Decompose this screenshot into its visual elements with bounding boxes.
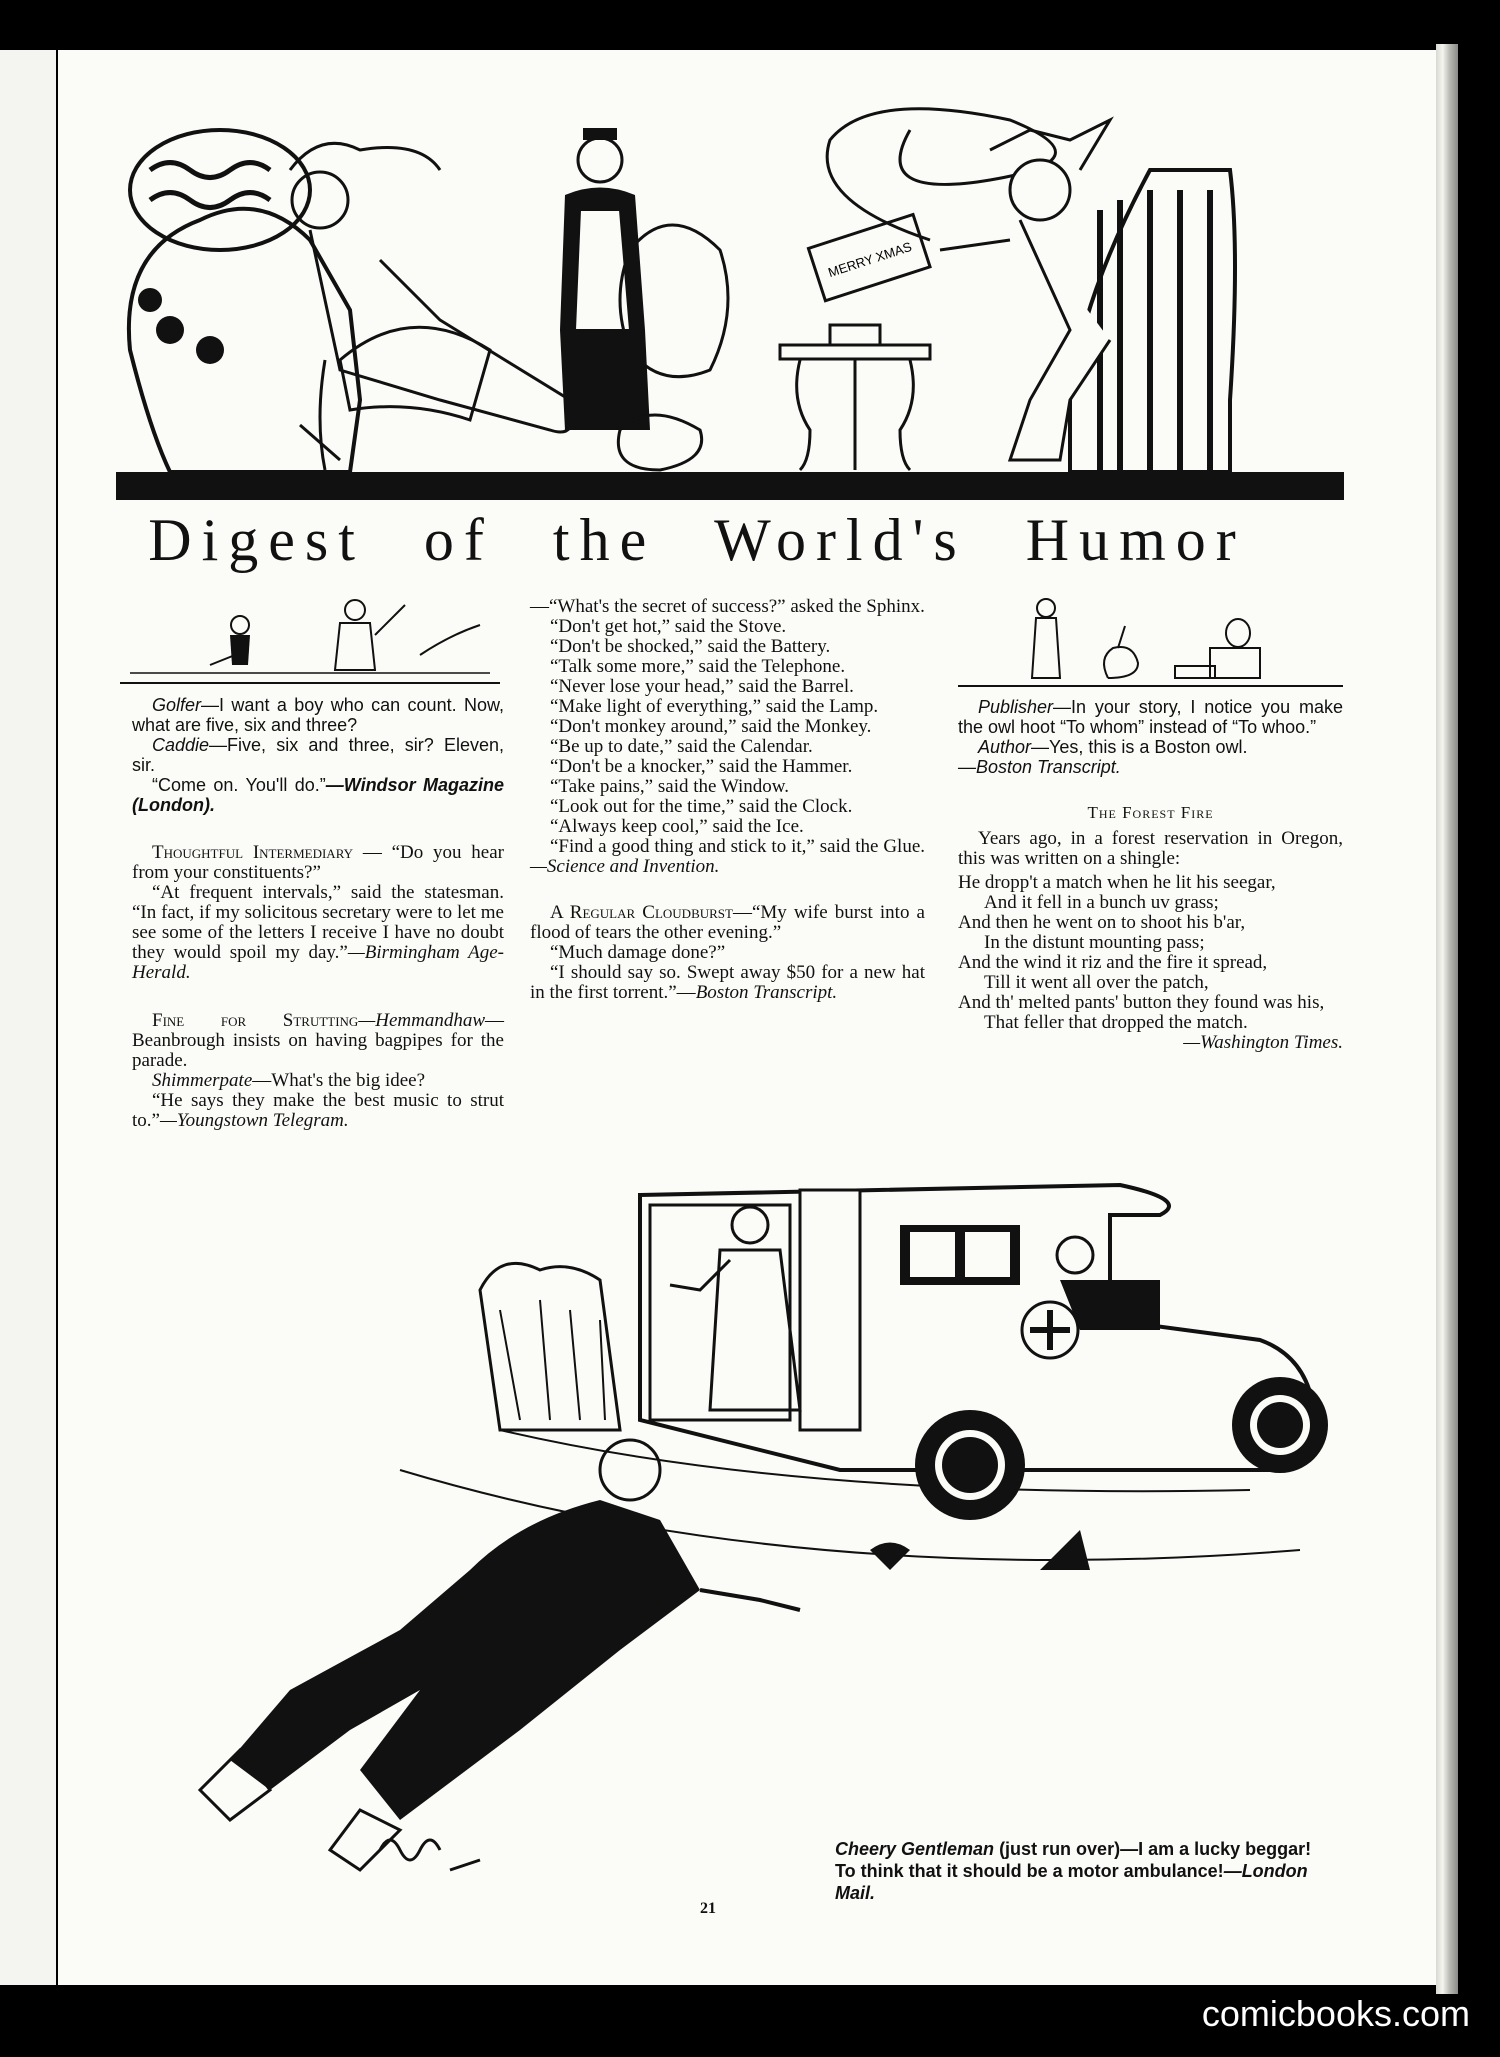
forest-fire-intro: Years ago, in a forest reservation in Oregon, this was written on a shingle: <box>958 828 1343 869</box>
caption-speaker: Cheery Gentleman <box>835 1839 995 1859</box>
golfer-speaker: Golfer <box>152 695 202 715</box>
shimmerpate-source: —Youngstown Telegram. <box>159 1110 349 1131</box>
sphinx-line: “Take pains,” said the Window. <box>550 776 790 797</box>
poem-line: And then he went on to shoot his b'ar, <box>958 912 1246 933</box>
forest-fire-poem <box>958 873 1343 1033</box>
strutting-speaker: —Hemmandhaw <box>358 1010 485 1031</box>
caddie-text: —Five, six and three, sir? Eleven, sir. <box>132 735 504 775</box>
page-binding-edge <box>1436 44 1458 1994</box>
golf-vignette <box>130 595 500 680</box>
golf-rule <box>120 682 500 684</box>
cloudburst-answer <box>530 963 925 1003</box>
publisher-vignette <box>1000 598 1310 683</box>
poem-line: And it fell in a bunch uv grass; <box>984 892 1219 913</box>
page-title: Digest of the World's Humor <box>148 507 1246 573</box>
sphinx-line: “Never lose your head,” said the Barrel. <box>550 676 854 697</box>
cloudburst-source: Boston Transcript. <box>695 982 838 1003</box>
golfer-joke <box>132 695 504 735</box>
sphinx-line: “Make light of everything,” said the Lamp. <box>550 696 879 717</box>
sphinx-question: —“What's the secret of success?” asked the Sphinx. <box>530 596 925 617</box>
cloudburst-text: —“My wife burst into a flood of tears the other evening.” <box>530 902 925 943</box>
poem-line: Till it went all over the patch, <box>984 972 1209 993</box>
caption-source: —London Mail. <box>835 1861 1308 1903</box>
forest-fire-source: —Washington Times. <box>1183 1032 1343 1053</box>
shimmerpate-reply <box>132 1091 504 1131</box>
cloudburst-joke <box>530 903 925 943</box>
poem-line: And the wind it riz and the fire it spread, <box>958 952 1268 973</box>
author-line <box>958 737 1343 757</box>
strutting-joke <box>132 1011 504 1071</box>
golfer-text: —I want a boy who can count. Now, what are five, six and three? <box>132 695 504 735</box>
golfer-reply-text: “Come on. You'll do.” <box>152 775 326 795</box>
watermark: comicbooks.com <box>1201 1993 1470 2034</box>
column-2 <box>530 597 925 1003</box>
intermediary-joke <box>132 843 504 883</box>
author-speaker: Author <box>978 737 1032 757</box>
publisher-speaker: Publisher <box>978 697 1054 717</box>
cloudburst-answer-text: “I should say so. Swept away $50 for a new hat in the first torrent.”— <box>530 962 925 1003</box>
poem-line: In the distunt mounting pass; <box>984 932 1205 953</box>
cartoon-caption <box>835 1838 1335 1904</box>
header-illustration <box>110 100 1350 505</box>
glue-line <box>530 837 925 877</box>
intermediary-reply <box>132 883 504 983</box>
caption-text: (just run over)—I am a lucky beggar! To think that it should be a motor ambulance! <box>835 1839 1312 1881</box>
publisher-rule <box>958 685 1343 687</box>
sphinx-line: “Don't monkey around,” said the Monkey. <box>550 716 872 737</box>
sphinx-line: “Talk some more,” said the Telephone. <box>550 656 846 677</box>
glue-source: —Science and Invention. <box>530 856 720 877</box>
sphinx-line: “Don't be a knocker,” said the Hammer. <box>550 756 853 777</box>
cloudburst-heading: A Regular Cloudburst <box>550 902 733 923</box>
intermediary-text: — “Do you hear from your constituents?” <box>132 842 504 883</box>
caddie-joke <box>132 735 504 775</box>
author-text: —Yes, this is a Boston owl. <box>1031 737 1248 757</box>
sphinx-line: “Look out for the time,” said the Clock. <box>550 796 853 817</box>
golfer-reply <box>132 775 504 815</box>
sphinx-line: “Be up to date,” said the Calendar. <box>550 736 813 757</box>
page-number: 21 <box>700 1900 716 1917</box>
shimmerpate-text: —What's the big idee? <box>252 1070 426 1091</box>
sphinx-line: “Don't get hot,” said the Stove. <box>550 616 787 637</box>
shimmerpate-reply-text: “He says they make the best music to strut to.” <box>132 1090 504 1131</box>
poem-line: He dropp't a match when he lit his seegar, <box>958 872 1276 893</box>
intermediary-heading: Thoughtful Intermediary <box>152 842 354 863</box>
strutting-text: —Beanbrough insists on having bagpipes for the parade. <box>132 1010 504 1071</box>
cloudburst-question: “Much damage done?” <box>550 942 726 963</box>
publisher-line <box>958 697 1343 737</box>
sphinx-line: “Don't be shocked,” said the Battery. <box>550 636 831 657</box>
shimmerpate-speaker: Shimmerpate <box>152 1070 253 1091</box>
merry-xmas-sign: MERRY XMAS <box>826 238 914 281</box>
ambulance-cartoon <box>100 1170 1350 1890</box>
intermediary-source: —Birmingham Age-Herald. <box>132 942 504 983</box>
author-source: —Boston Transcript. <box>958 757 1121 777</box>
sphinx-line: “Always keep cool,” said the Ice. <box>550 816 804 837</box>
column-3 <box>958 697 1343 1053</box>
golfer-source: —Windsor Magazine (London). <box>132 775 504 815</box>
poem-line: And th' melted pants' button they found was his, <box>958 992 1325 1013</box>
shimmerpate-line <box>132 1071 504 1091</box>
facing-page-edge <box>0 50 56 1985</box>
column-1 <box>132 695 504 1131</box>
poem-line: That feller that dropped the match. <box>984 1012 1248 1033</box>
publisher-text: —In your story, I notice you make the owl hoot “To whom” instead of “To whoo.” <box>958 697 1343 737</box>
forest-fire-heading: The Forest Fire <box>1087 803 1214 822</box>
caddie-speaker: Caddie <box>152 735 210 755</box>
intermediary-reply-text: “At frequent intervals,” said the statesman. “In fact, if my solicitous secretary were to let me see some of the letters I receive I have no doubt they would spoil my day.” <box>132 882 504 963</box>
strutting-heading: Fine for Strutting <box>152 1010 359 1031</box>
glue-text: “Find a good thing and stick to it,” said the Glue. <box>550 836 925 857</box>
